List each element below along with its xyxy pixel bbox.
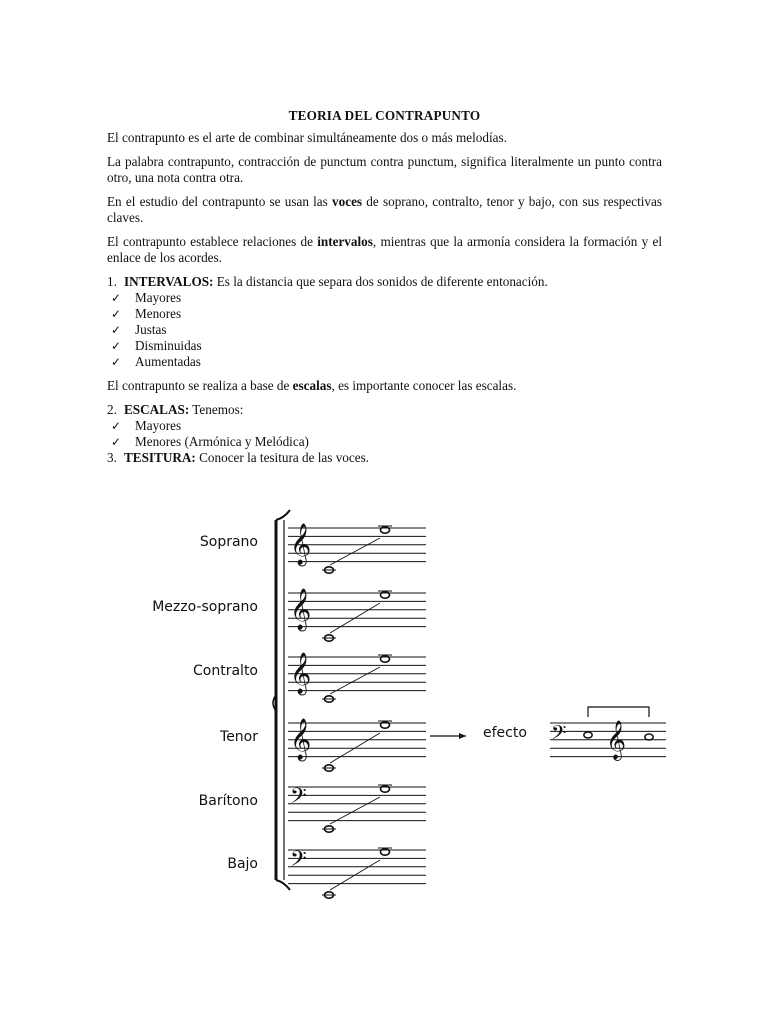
- list-item: ✓ Aumentadas: [111, 354, 201, 369]
- document-title: TEORIA DEL CONTRAPUNTO: [288, 108, 481, 123]
- bass-clef-icon: 𝄢: [290, 847, 307, 877]
- staff-system: [118, 495, 678, 915]
- voice-range-figure: [118, 495, 678, 915]
- bracket-bottom-hook: [276, 880, 290, 890]
- check-icon: ✓: [111, 323, 122, 337]
- efecto-label: efecto: [483, 725, 527, 741]
- section-heading: ESCALAS:: [124, 402, 190, 417]
- treble-clef-icon: 𝄞: [290, 719, 312, 760]
- section-intervalos: 1. INTERVALOS: Es la distancia que separa dos sonidos de diferente entonación.: [107, 274, 548, 289]
- range-line: [330, 667, 380, 694]
- list-item: ✓ Justas: [111, 322, 167, 337]
- check-icon: ✓: [111, 435, 122, 449]
- document-page: [107, 108, 662, 466]
- effect-note: [584, 732, 592, 738]
- voice-label: Tenor: [220, 729, 258, 745]
- voice-label: Bajo: [227, 856, 258, 872]
- escalas-list: [107, 418, 662, 450]
- paragraph-escalas: El contrapunto se realiza a base de escalas, es importante conocer las escalas.: [107, 378, 517, 393]
- bass-clef-icon: 𝄢: [551, 721, 567, 749]
- section-heading: TESITURA:: [124, 450, 196, 465]
- list-item: ✓ Disminuidas: [111, 338, 202, 353]
- paragraph-intervals: El contrapunto establece relaciones de intervalos, mientras que la armonía considera la formación y el enlace de los acordes.: [107, 234, 662, 265]
- treble-clef-icon: 𝄞: [290, 524, 312, 565]
- treble-clef-icon: 𝄞: [290, 589, 312, 630]
- range-line: [330, 797, 380, 824]
- list-item: ✓ Mayores: [111, 418, 182, 433]
- voice-label: Mezzo-soprano: [152, 599, 258, 615]
- section-escalas: 2. ESCALAS: Tenemos:: [107, 402, 244, 417]
- effect-bracket: [588, 707, 649, 717]
- paragraph-definition: El contrapunto es el arte de combinar simultáneamente dos o más melodías.: [107, 130, 507, 145]
- list-item: ✓ Menores (Armónica y Melódica): [111, 434, 309, 449]
- intervalos-list: [107, 290, 662, 370]
- check-icon: ✓: [111, 419, 122, 433]
- check-icon: ✓: [111, 339, 122, 353]
- section-tesitura: 3. TESITURA: Conocer la tesitura de las voces.: [107, 450, 370, 465]
- arrow-head-icon: [459, 733, 466, 739]
- paragraph-etymology: La palabra contrapunto, contracción de punctum contra punctum, significa literalmente un punto contra otro, una nota contra otra.: [107, 154, 662, 185]
- check-icon: ✓: [111, 291, 122, 305]
- treble-clef-icon: 𝄞: [290, 653, 312, 694]
- list-item: ✓ Mayores: [111, 290, 182, 305]
- check-icon: ✓: [111, 355, 122, 369]
- bass-clef-icon: 𝄢: [290, 784, 307, 814]
- section-heading: INTERVALOS:: [124, 274, 214, 289]
- voice-label: Contralto: [193, 663, 258, 679]
- effect-note: [645, 734, 653, 740]
- voice-label: Soprano: [199, 534, 258, 550]
- bracket-top-hook: [276, 510, 290, 520]
- check-icon: ✓: [111, 307, 122, 321]
- range-line: [330, 538, 380, 565]
- voice-label: Barítono: [198, 793, 258, 809]
- list-item: ✓ Menores: [111, 306, 182, 321]
- treble-clef-icon: 𝄞: [606, 720, 627, 760]
- paragraph-voices: En el estudio del contrapunto se usan las voces de soprano, contralto, tenor y bajo, con sus respectivas claves.: [107, 194, 662, 225]
